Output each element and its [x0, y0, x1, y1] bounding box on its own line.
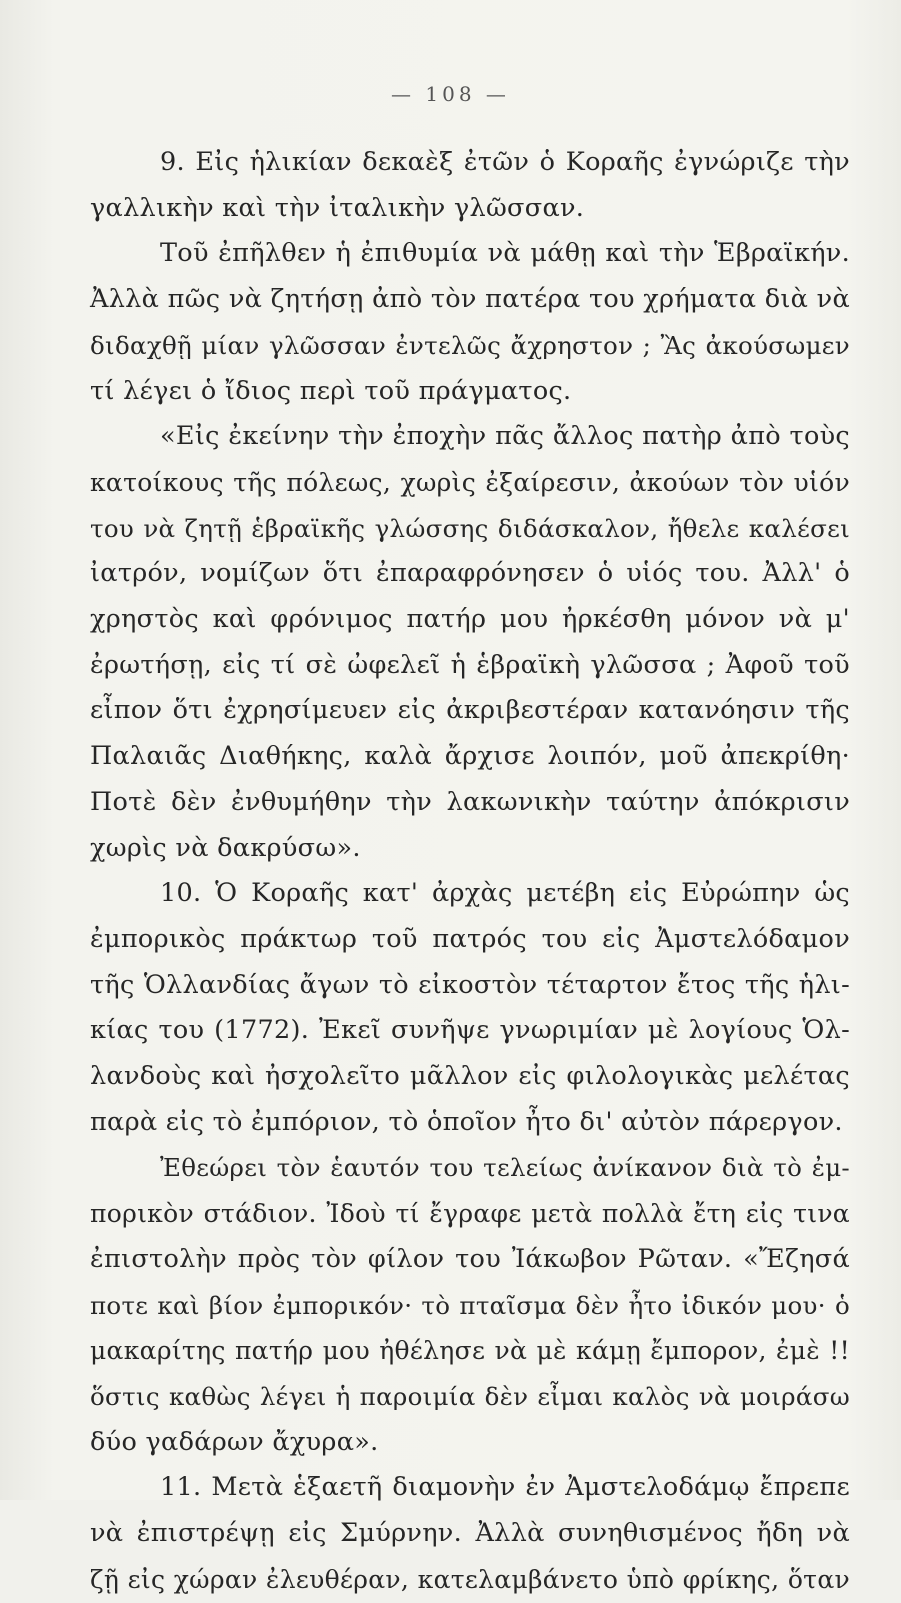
text-line: Παλαιᾶς Διαθήκης, καλὰ ἄρχισε λοιπόν, μοῦ ἀπεκρίθη· — [90, 741, 850, 772]
text-line: 9. Εἰς ἡλικίαν δεκαὲξ ἐτῶν ὁ Κοραῆς ἐγνώριζε τὴν — [160, 147, 850, 177]
text-line: ποτε καὶ βίον ἐμπορικόν· τὸ πταῖσμα δὲν ἦτο ἰδικόν μου· ὁ — [90, 1290, 850, 1320]
text-line: του νὰ ζητῇ ἑβραϊκῆς γλώσσης διδάσκαλον, ἤθελε καλέσει — [90, 513, 850, 543]
text-line: ζῇ εἰς χώραν ἐλευθέραν, κατελαμβάνετο ὑπὸ φρίκης, ὅταν — [90, 1564, 850, 1594]
text-line: πορικὸν στάδιον. Ἰδοὺ τί ἔγραφε μετὰ πολλὰ ἔτη εἰς τινα — [90, 1199, 850, 1229]
page-number: — 108 — — [391, 82, 510, 106]
text-line: εἶπον ὅτι ἐχρησίμευεν εἰς ἀκριβεστέραν κατανόησιν τῆς — [90, 695, 850, 726]
text-line: ἐπιστολὴν πρὸς τὸν φίλον του Ἰάκωβον Ρῶταν. «Ἔζησά — [90, 1243, 850, 1274]
text-line: διδαχθῇ μίαν γλῶσσαν ἐντελῶς ἄχρηστον ; Ἂς ἀκούσωμεν — [90, 330, 850, 360]
text-line: παρὰ εἰς τὸ ἐμπόριον, τὸ ὁποῖον ἦτο δι' αὐτὸν πάρεργον. — [90, 1106, 843, 1137]
text-line: κίας του (1772). Ἐκεῖ συνῆψε γνωριμίαν μὲ λογίους Ὁλ- — [90, 1015, 850, 1046]
text-line: Τοῦ ἐπῆλθεν ἡ ἐπιθυμία νὰ μάθῃ καὶ τὴν Ἑβραϊκήν. — [160, 238, 850, 269]
text-line: «Εἰς ἐκείνην τὴν ἐποχὴν πᾶς ἄλλος πατὴρ ἀπὸ τοὺς — [160, 421, 850, 452]
text-line: χρηστὸς καὶ φρόνιμος πατήρ μου ἠρκέσθη μόνον νὰ μ' — [90, 604, 850, 635]
text-line: 11. Μετὰ ἑξαετῆ διαμονὴν ἐν Ἀμστελοδάμῳ ἔπρεπε — [160, 1472, 850, 1503]
text-line: λανδοὺς καὶ ἠσχολεῖτο μᾶλλον εἰς φιλολογικὰς μελέτας — [90, 1061, 850, 1092]
text-line: δύο γαδάρων ἄχυρα». — [90, 1426, 379, 1457]
text-line: χωρὶς νὰ δακρύσω». — [90, 832, 361, 863]
text-line: Ποτὲ δὲν ἐνθυμήθην τὴν λακωνικὴν ταύτην ἀπόκρισιν — [90, 786, 850, 817]
text-line: τί λέγει ὁ ἴδιος περὶ τοῦ πράγματος. — [90, 375, 572, 406]
text-line: Ἀλλὰ πῶς νὰ ζητήσῃ ἀπὸ τὸν πατέρα του χρήματα διὰ νὰ — [90, 284, 850, 315]
text-line: ἰατρόν, νομίζων ὅτι ἐπαραφρόνησεν ὁ υἱός του. Ἀλλ' ὁ — [90, 558, 850, 589]
text-line: νὰ ἐπιστρέψῃ εἰς Σμύρνην. Ἀλλὰ συνηθισμένος ἤδη νὰ — [90, 1518, 850, 1549]
text-line: γαλλικὴν καὶ τὴν ἰταλικὴν γλῶσσαν. — [90, 192, 585, 223]
body-text — [90, 140, 850, 1603]
text-line: ἐρωτήσῃ, εἰς τί σὲ ὠφελεῖ ἡ ἑβραϊκὴ γλῶσσα ; Ἀφοῦ τοῦ — [90, 649, 850, 680]
text-line: τῆς Ὁλλανδίας ἄγων τὸ εἰκοστὸν τέταρτον ἔτος τῆς ἡλι- — [90, 969, 850, 1000]
text-line: Ἐθεώρει τὸν ἑαυτόν του τελείως ἀνίκανον διὰ τὸ ἐμ- — [160, 1153, 850, 1183]
text-line: ὅστις καθὼς λέγει ἡ παροιμία δὲν εἶμαι καλὸς νὰ μοιράσω — [90, 1381, 850, 1411]
text-line: κατοίκους τῆς πόλεως, χωρὶς ἐξαίρεσιν, ἀκούων τὸν υἱόν — [90, 467, 850, 497]
text-line: μακαρίτης πατήρ μου ἠθέλησε νὰ μὲ κάμῃ ἔμπορον, ἐμὲ !! — [90, 1336, 850, 1366]
text-line: 10. Ὁ Κοραῆς κατ' ἀρχὰς μετέβη εἰς Εὐρώπην ὡς — [160, 878, 850, 909]
text-line: ἐμπορικὸς πράκτωρ τοῦ πατρός του εἰς Ἀμστελόδαμον — [90, 923, 850, 954]
